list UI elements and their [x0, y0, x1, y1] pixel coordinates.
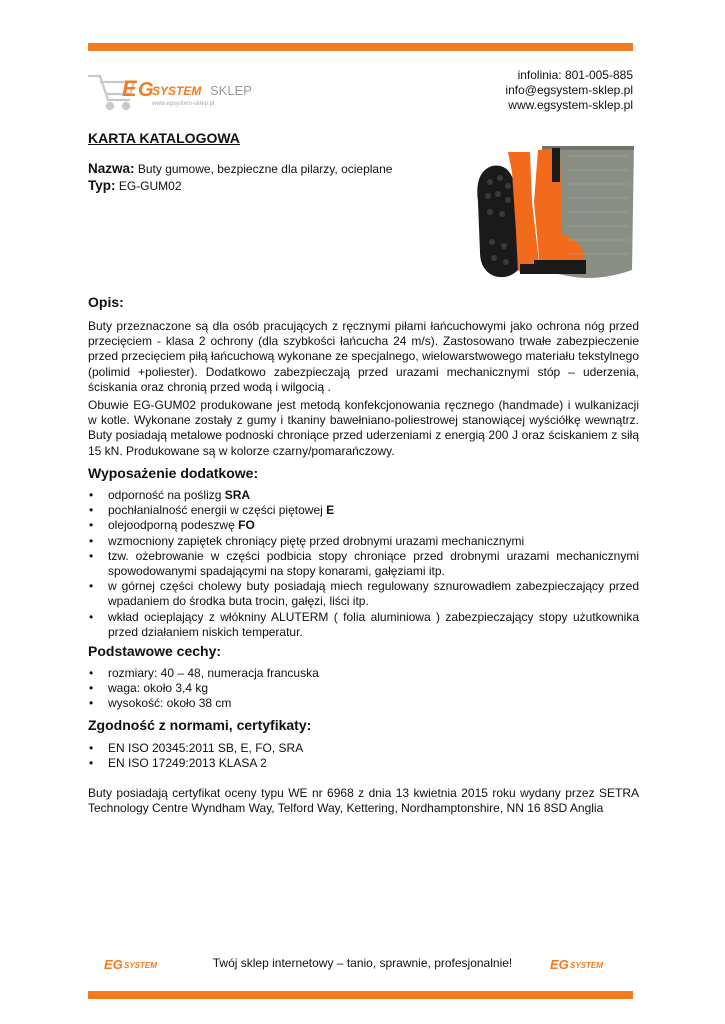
list-item: • rozmiary: 40 – 48, numeracja francuska: [88, 666, 639, 681]
list-item: • odporność na poślizg SRA: [88, 488, 639, 503]
svg-text:www.egsystem-sklep.pl: www.egsystem-sklep.pl: [152, 101, 215, 107]
svg-text:G: G: [138, 79, 154, 101]
top-accent-bar: [88, 43, 633, 51]
name-value: Buty gumowe, bezpieczne dla pilarzy, ocieplane: [137, 162, 393, 176]
svg-text:SYSTEM: SYSTEM: [152, 84, 202, 98]
svg-text:EG: EG: [550, 957, 569, 971]
product-image-boots: [468, 142, 638, 282]
normy-heading: Zgodność z normami, certyfikaty:: [88, 717, 312, 733]
list-item: • EN ISO 17249:2013 KLASA 2: [88, 756, 639, 771]
bottom-accent-bar: [88, 991, 633, 999]
opis-paragraph-1: Buty przeznaczone są dla osób pracujących z ręcznymi piłami łańcuchowymi jako ochrona nóg przed przecięciem - klasa 2 ochrony (dla szybkości łańcucha 24 m/s). Zastosowano trwałe zabezpieczenie przed przecięciem piłą łańcuchową wykonane ze specjalnego, wielowarstwowego materiału tekstylnego (polimid +poliester). Dodatkowo zabezpieczają przed urazami mechanicznymi stóp – uderzenia, ściskania oraz chronią przed wodą i wilgocią .: [88, 319, 639, 394]
opis-heading: Opis:: [88, 294, 124, 310]
wyposazenie-list: [88, 488, 639, 640]
list-item: • wkład ocieplający z włókniny ALUTERM ( folia aluminiowa ) zabezpieczający stopy użutkownika przed działaniem niskich temperatur.: [88, 610, 639, 640]
contact-phone: infolinia: 801-005-885: [517, 68, 633, 82]
svg-text:SYSTEM: SYSTEM: [124, 961, 157, 970]
opis-paragraph-2: Obuwie EG-GUM02 produkowane jest metodą konfekcjonowania ręcznego (handmade) i wulkanizacji w kotle. Wykonane zostały z gumy i tkaniny bawełniano-poliestrowej stanowiącej wyściółkę wewnątrz. Buty posiadają metalowe podnoski chroniące przed uderzeniami z energią 200 J oraz ściskaniem z siłą 15 kN. Produkowane są w kolorze czarny/pomarańczowy.: [88, 398, 639, 458]
egsystem-logo: [86, 66, 266, 112]
contact-email[interactable]: info@egsystem-sklep.pl: [505, 83, 633, 97]
boot-sole: [477, 152, 542, 277]
list-item: • waga: około 3,4 kg: [88, 681, 639, 696]
list-item: • wzmocniony zapiętek chroniący piętę przed drobnymi urazami mechanicznymi: [88, 534, 639, 549]
list-item: • pochłanialność energii w części piętowej E: [88, 503, 639, 518]
boot-front: [534, 146, 634, 278]
svg-text:EG: EG: [104, 957, 123, 971]
footer-logo-right: [550, 957, 614, 971]
list-item: • w górnej części cholewy buty posiadają miech regulowany sznurowadłem zabezpieczający przed wpadaniem do środka buta trocin, gałęzi, liści itp.: [88, 579, 639, 609]
list-item: • wysokość: około 38 cm: [88, 696, 639, 711]
svg-text:SKLEP: SKLEP: [210, 83, 252, 98]
list-item: • olejoodporną podeszwę FO: [88, 518, 639, 533]
wyposazenie-heading: Wyposażenie dodatkowe:: [88, 465, 259, 481]
normy-list: [88, 741, 639, 771]
svg-text:E: E: [122, 76, 137, 101]
type-label: Typ:: [88, 178, 116, 193]
contact-info: [505, 68, 633, 113]
name-label: Nazwa:: [88, 161, 135, 176]
cechy-list: [88, 666, 639, 712]
list-item: • tzw. ożebrowanie w części podbicia stopy chroniące przed drobnymi urazami mechanicznymi spowodowanymi spadającymi na stopy konarami, gałęziami itp.: [88, 549, 639, 579]
product-type: [88, 178, 182, 193]
page-title: KARTA KATALOGOWA: [88, 130, 240, 146]
footer-slogan: Twój sklep internetowy – tanio, sprawnie, profesjonalnie!: [212, 956, 513, 970]
cechy-heading: Podstawowe cechy:: [88, 643, 222, 659]
type-value: EG-GUM02: [118, 179, 182, 193]
certificate-text: Buty posiadają certyfikat oceny typu WE nr 6968 z dnia 13 kwietnia 2015 roku wydany przez SETRA Technology Centre Wyndham Way, Telford Way, Kettering, Nordhamptonshire, NN 16 8SD Anglia: [88, 786, 639, 816]
contact-website[interactable]: www.egsystem-sklep.pl: [508, 98, 633, 112]
product-name: [88, 161, 392, 176]
list-item: • EN ISO 20345:2011 SB, E, FO, SRA: [88, 741, 639, 756]
svg-text:SYSTEM: SYSTEM: [570, 961, 603, 970]
